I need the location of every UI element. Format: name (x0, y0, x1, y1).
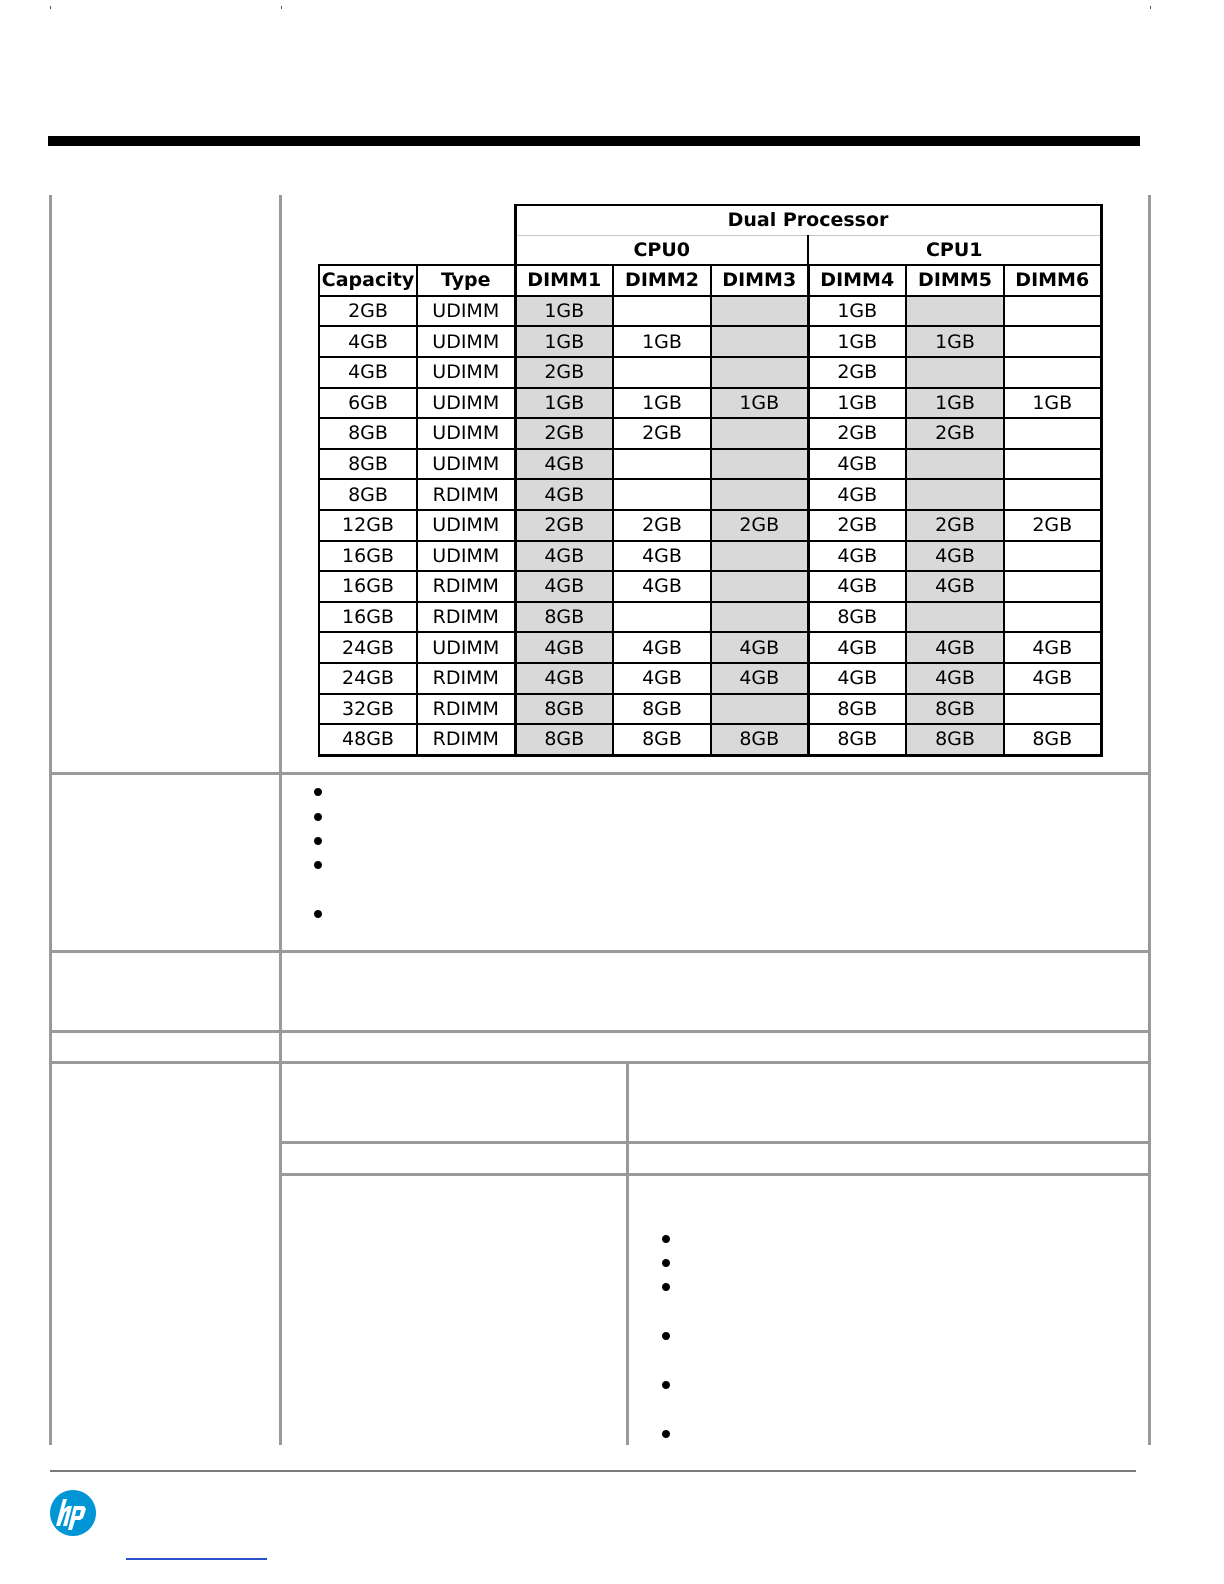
table-cell-dimm2 (613, 296, 711, 327)
column-header: DIMM5 (906, 265, 1004, 296)
table-cell-dimm1: 2GB (515, 357, 613, 388)
table-row (319, 418, 1101, 449)
table-row (319, 479, 1101, 510)
table-cell-capacity: 4GB (319, 357, 417, 388)
table-cell-dimm6: 4GB (1004, 632, 1101, 663)
group-header-row (319, 205, 1101, 235)
table-cell-dimm4: 1GB (808, 326, 906, 357)
table-cell-dimm2: 2GB (613, 418, 711, 449)
table-row (319, 541, 1101, 572)
table-cell-dimm4: 2GB (808, 357, 906, 388)
table-cell-type: UDIMM (417, 449, 515, 480)
table-row (319, 571, 1101, 602)
table-cell-dimm1: 8GB (515, 724, 613, 755)
table-cell-capacity: 8GB (319, 449, 417, 480)
column-header: DIMM1 (515, 265, 613, 296)
cpu-header-row (319, 235, 1101, 265)
table-cell-dimm1: 1GB (515, 388, 613, 419)
table-cell-dimm5: 4GB (906, 632, 1004, 663)
column-header: DIMM2 (613, 265, 711, 296)
table-cell-dimm3 (711, 326, 808, 357)
column-header-row (319, 265, 1101, 296)
bullet-icon (314, 910, 322, 918)
table-cell-dimm6: 2GB (1004, 510, 1101, 541)
table-cell-dimm6 (1004, 326, 1101, 357)
table-cell-dimm4: 4GB (808, 571, 906, 602)
table-cell-dimm2 (613, 479, 711, 510)
table-cell-dimm4: 4GB (808, 663, 906, 694)
hp-logo-icon[interactable] (50, 1490, 96, 1536)
table-cell-dimm6: 8GB (1004, 724, 1101, 755)
table-cell-dimm6 (1004, 694, 1101, 725)
table-cell-dimm2: 1GB (613, 388, 711, 419)
table-cell-dimm6 (1004, 602, 1101, 633)
table-cell-dimm6 (1004, 479, 1101, 510)
group-label: Dual Processor (515, 205, 1101, 235)
table-cell-type: UDIMM (417, 541, 515, 572)
table-cell-dimm2 (613, 449, 711, 480)
table-cell-dimm4: 8GB (808, 602, 906, 633)
memory-configuration-table (318, 204, 1103, 757)
table-cell-dimm4: 8GB (808, 724, 906, 755)
table-cell-dimm6 (1004, 296, 1101, 327)
table-cell-capacity: 16GB (319, 571, 417, 602)
table-cell-dimm2: 4GB (613, 541, 711, 572)
table-cell-dimm1: 2GB (515, 418, 613, 449)
table-cell-dimm5 (906, 296, 1004, 327)
table-cell-dimm5: 4GB (906, 571, 1004, 602)
table-cell-capacity: 24GB (319, 663, 417, 694)
table-cell-dimm1: 4GB (515, 479, 613, 510)
table-cell-dimm3 (711, 479, 808, 510)
table-cell-dimm1: 4GB (515, 449, 613, 480)
bullet-icon (662, 1235, 670, 1243)
table-cell-capacity: 2GB (319, 296, 417, 327)
table-cell-dimm3: 2GB (711, 510, 808, 541)
table-cell-type: RDIMM (417, 602, 515, 633)
table-cell-type: UDIMM (417, 510, 515, 541)
column-header: DIMM6 (1004, 265, 1101, 296)
table-cell-dimm4: 8GB (808, 694, 906, 725)
column-header: Type (417, 265, 515, 296)
table-cell-dimm5: 2GB (906, 418, 1004, 449)
table-cell-capacity: 32GB (319, 694, 417, 725)
table-row (319, 326, 1101, 357)
table-cell-dimm2: 8GB (613, 724, 711, 755)
table-cell-type: RDIMM (417, 694, 515, 725)
table-cell-type: UDIMM (417, 326, 515, 357)
bullet-icon (662, 1259, 670, 1267)
table-cell-dimm1: 8GB (515, 694, 613, 725)
table-cell-dimm3 (711, 357, 808, 388)
table-cell-type: RDIMM (417, 724, 515, 755)
table-cell-dimm3 (711, 541, 808, 572)
table-cell-dimm6: 4GB (1004, 663, 1101, 694)
table-cell-dimm5: 1GB (906, 326, 1004, 357)
table-cell-capacity: 16GB (319, 541, 417, 572)
table-cell-dimm4: 2GB (808, 510, 906, 541)
table-cell-dimm5: 4GB (906, 663, 1004, 694)
table-cell-capacity: 48GB (319, 724, 417, 755)
table-cell-dimm6 (1004, 357, 1101, 388)
table-row (319, 296, 1101, 327)
table-cell-capacity: 8GB (319, 479, 417, 510)
table-cell-dimm1: 2GB (515, 510, 613, 541)
table-cell-dimm4: 2GB (808, 418, 906, 449)
cpu0-label: CPU0 (515, 235, 808, 265)
table-row (319, 510, 1101, 541)
table-cell-dimm6 (1004, 571, 1101, 602)
table-cell-type: UDIMM (417, 418, 515, 449)
table-cell-dimm2: 4GB (613, 632, 711, 663)
header-rule (48, 136, 1140, 146)
table-cell-dimm5 (906, 602, 1004, 633)
footer-rule (50, 1470, 1136, 1472)
table-cell-dimm4: 1GB (808, 388, 906, 419)
bullet-icon (662, 1381, 670, 1389)
table-cell-capacity: 4GB (319, 326, 417, 357)
crop-mark (50, 6, 51, 9)
table-cell-dimm2 (613, 357, 711, 388)
table-cell-dimm5 (906, 357, 1004, 388)
table-cell-dimm2 (613, 602, 711, 633)
table-cell-type: RDIMM (417, 571, 515, 602)
crop-mark (1150, 6, 1151, 9)
table-row (319, 694, 1101, 725)
table-cell-dimm3 (711, 449, 808, 480)
bullet-icon (662, 1430, 670, 1438)
table-cell-type: RDIMM (417, 479, 515, 510)
table-cell-dimm2: 8GB (613, 694, 711, 725)
table-cell-dimm1: 8GB (515, 602, 613, 633)
table-cell-dimm3: 1GB (711, 388, 808, 419)
table-cell-dimm5: 8GB (906, 724, 1004, 755)
table-cell-dimm3 (711, 418, 808, 449)
table-cell-dimm2: 4GB (613, 663, 711, 694)
table-cell-type: UDIMM (417, 357, 515, 388)
table-cell-dimm6 (1004, 418, 1101, 449)
table-cell-capacity: 6GB (319, 388, 417, 419)
table-cell-dimm4: 4GB (808, 632, 906, 663)
table-cell-dimm6 (1004, 541, 1101, 572)
column-header: DIMM3 (711, 265, 808, 296)
footer-link[interactable] (126, 1558, 267, 1560)
bullet-icon (314, 861, 322, 869)
table-cell-dimm4: 1GB (808, 296, 906, 327)
table-row (319, 449, 1101, 480)
table-cell-dimm5: 1GB (906, 388, 1004, 419)
table-cell-dimm1: 1GB (515, 326, 613, 357)
table-cell-dimm5: 4GB (906, 541, 1004, 572)
table-row (319, 602, 1101, 633)
table-row (319, 663, 1101, 694)
bullet-icon (662, 1332, 670, 1340)
table-cell-dimm6 (1004, 449, 1101, 480)
table-cell-type: UDIMM (417, 296, 515, 327)
table-row (319, 357, 1101, 388)
table-cell-dimm3: 4GB (711, 663, 808, 694)
column-header: Capacity (319, 265, 417, 296)
table-row (319, 388, 1101, 419)
bullet-icon (314, 788, 322, 796)
table-cell-type: UDIMM (417, 632, 515, 663)
table-cell-dimm5 (906, 479, 1004, 510)
bullet-icon (314, 837, 322, 845)
table-cell-dimm5 (906, 449, 1004, 480)
table-cell-dimm3 (711, 694, 808, 725)
crop-mark (281, 6, 282, 9)
table-cell-dimm2: 4GB (613, 571, 711, 602)
table-cell-dimm3 (711, 571, 808, 602)
table-cell-capacity: 8GB (319, 418, 417, 449)
table-cell-dimm5: 8GB (906, 694, 1004, 725)
table-cell-dimm3 (711, 602, 808, 633)
table-row (319, 724, 1101, 755)
table-cell-capacity: 24GB (319, 632, 417, 663)
table-cell-dimm1: 1GB (515, 296, 613, 327)
table-cell-capacity: 12GB (319, 510, 417, 541)
table-cell-dimm4: 4GB (808, 541, 906, 572)
table-row (319, 632, 1101, 663)
table-cell-type: RDIMM (417, 663, 515, 694)
table-cell-dimm4: 4GB (808, 479, 906, 510)
table-cell-dimm3: 4GB (711, 632, 808, 663)
cpu1-label: CPU1 (808, 235, 1101, 265)
table-cell-dimm4: 4GB (808, 449, 906, 480)
table-cell-dimm3: 8GB (711, 724, 808, 755)
table-cell-capacity: 16GB (319, 602, 417, 633)
column-header: DIMM4 (808, 265, 906, 296)
bullet-icon (314, 813, 322, 821)
table-cell-dimm1: 4GB (515, 663, 613, 694)
table-cell-dimm6: 1GB (1004, 388, 1101, 419)
table-cell-dimm3 (711, 296, 808, 327)
table-cell-dimm2: 2GB (613, 510, 711, 541)
table-cell-dimm1: 4GB (515, 571, 613, 602)
table-cell-dimm2: 1GB (613, 326, 711, 357)
bullet-icon (662, 1283, 670, 1291)
table-cell-dimm5: 2GB (906, 510, 1004, 541)
table-cell-type: UDIMM (417, 388, 515, 419)
table-cell-dimm1: 4GB (515, 632, 613, 663)
table-cell-dimm1: 4GB (515, 541, 613, 572)
